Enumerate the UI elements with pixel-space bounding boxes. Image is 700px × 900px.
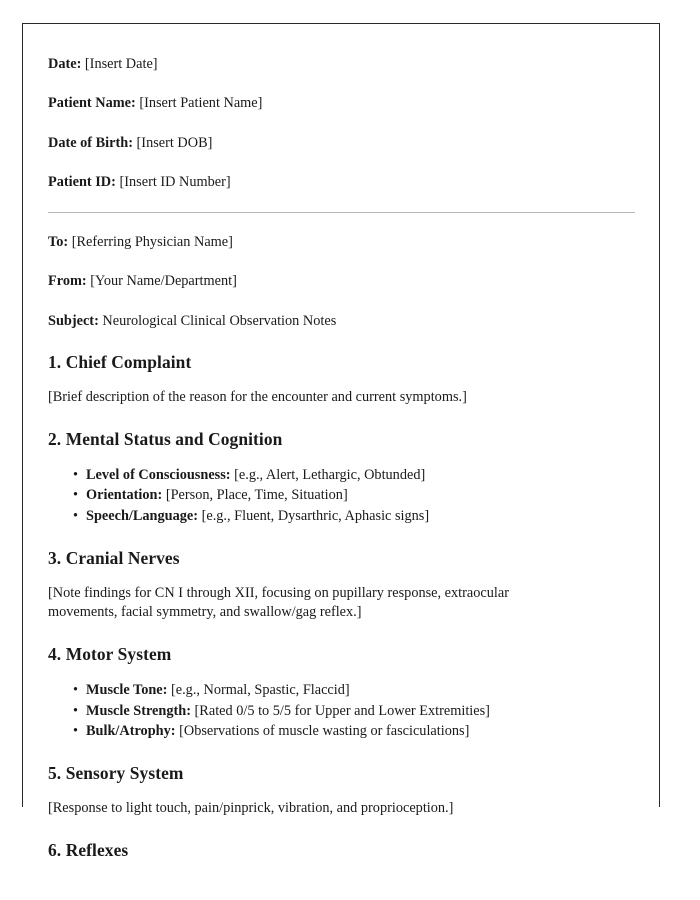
routing-field-to bbox=[48, 233, 635, 251]
list-item-value: [Observations of muscle wasting or fasciculations] bbox=[179, 722, 470, 739]
header-field-patient-id bbox=[48, 173, 635, 191]
header-field-patient-id-value: [Insert ID Number] bbox=[119, 173, 231, 190]
section-heading-sensory-system: 5. Sensory System bbox=[48, 763, 184, 784]
list-item bbox=[73, 485, 635, 505]
header-field-date-of-birth-value: [Insert DOB] bbox=[136, 134, 213, 151]
list-item-label: Bulk/Atrophy: bbox=[86, 722, 176, 739]
routing-field-from-label: From: bbox=[48, 273, 87, 290]
section-list-mental-status bbox=[48, 465, 635, 526]
list-item bbox=[73, 465, 635, 485]
list-item-value: [e.g., Alert, Lethargic, Obtunded] bbox=[234, 467, 426, 484]
header-field-date bbox=[48, 55, 635, 73]
list-item-label: Orientation: bbox=[86, 487, 163, 504]
list-item-label: Speech/Language: bbox=[86, 507, 199, 524]
list-item bbox=[73, 506, 635, 526]
routing-field-subject bbox=[48, 312, 635, 330]
bullet-icon: • bbox=[73, 467, 79, 484]
section-heading-motor-system: 4. Motor System bbox=[48, 644, 172, 665]
header-field-patient-name bbox=[48, 94, 635, 112]
document-page bbox=[22, 23, 660, 861]
bullet-icon: • bbox=[73, 487, 79, 504]
list-item-value: [e.g., Fluent, Dysarthric, Aphasic signs] bbox=[201, 507, 430, 524]
header-field-date-value: [Insert Date] bbox=[84, 56, 158, 72]
section-heading-reflexes: 6. Reflexes bbox=[48, 840, 129, 861]
routing-field-subject-label: Subject: bbox=[48, 312, 99, 329]
bullet-icon: • bbox=[73, 702, 79, 719]
list-item-label: Muscle Strength: bbox=[86, 702, 191, 719]
routing-field-from bbox=[48, 272, 635, 290]
document-body bbox=[23, 24, 659, 861]
routing-field-to-label: To: bbox=[48, 234, 69, 251]
routing-field-from-value: [Your Name/Department] bbox=[90, 273, 237, 290]
section-list-motor-system bbox=[48, 680, 635, 741]
list-item-value: [Person, Place, Time, Situation] bbox=[165, 487, 348, 504]
bullet-icon: • bbox=[73, 507, 79, 524]
header-field-patient-id-label: Patient ID: bbox=[48, 173, 116, 190]
list-item-value: [Rated 0/5 to 5/5 for Upper and Lower Extremities] bbox=[194, 702, 490, 719]
section-paragraph-cranial-nerves: [Note findings for CN I through XII, focusing on pupillary response, extraocular movements, facial symmetry, and swallow/gag reflex.] bbox=[48, 584, 509, 621]
list-item-label: Muscle Tone: bbox=[86, 682, 168, 699]
routing-field-subject-value: Neurological Clinical Observation Notes bbox=[102, 312, 337, 329]
list-item bbox=[73, 701, 635, 721]
header-field-patient-name-label: Patient Name: bbox=[48, 95, 136, 112]
list-item bbox=[73, 680, 635, 700]
bullet-icon: • bbox=[73, 722, 79, 739]
section-heading-chief-complaint: 1. Chief Complaint bbox=[48, 352, 192, 373]
header-divider bbox=[48, 212, 635, 213]
routing-field-to-value: [Referring Physician Name] bbox=[71, 234, 233, 251]
header-field-date-of-birth-label: Date of Birth: bbox=[48, 134, 133, 151]
list-item bbox=[73, 721, 635, 741]
list-item-label: Level of Consciousness: bbox=[86, 467, 231, 484]
header-field-patient-name-value: [Insert Patient Name] bbox=[139, 95, 263, 112]
section-heading-cranial-nerves: 3. Cranial Nerves bbox=[48, 548, 180, 569]
header-field-date-label: Date: bbox=[48, 56, 82, 72]
section-paragraph-chief-complaint: [Brief description of the reason for the encounter and current symptoms.] bbox=[48, 388, 467, 405]
list-item-value: [e.g., Normal, Spastic, Flaccid] bbox=[171, 682, 350, 699]
section-heading-mental-status: 2. Mental Status and Cognition bbox=[48, 429, 283, 450]
header-field-date-of-birth bbox=[48, 134, 635, 152]
section-paragraph-sensory-system: [Response to light touch, pain/pinprick, vibration, and proprioception.] bbox=[48, 800, 454, 817]
bullet-icon: • bbox=[73, 682, 79, 699]
